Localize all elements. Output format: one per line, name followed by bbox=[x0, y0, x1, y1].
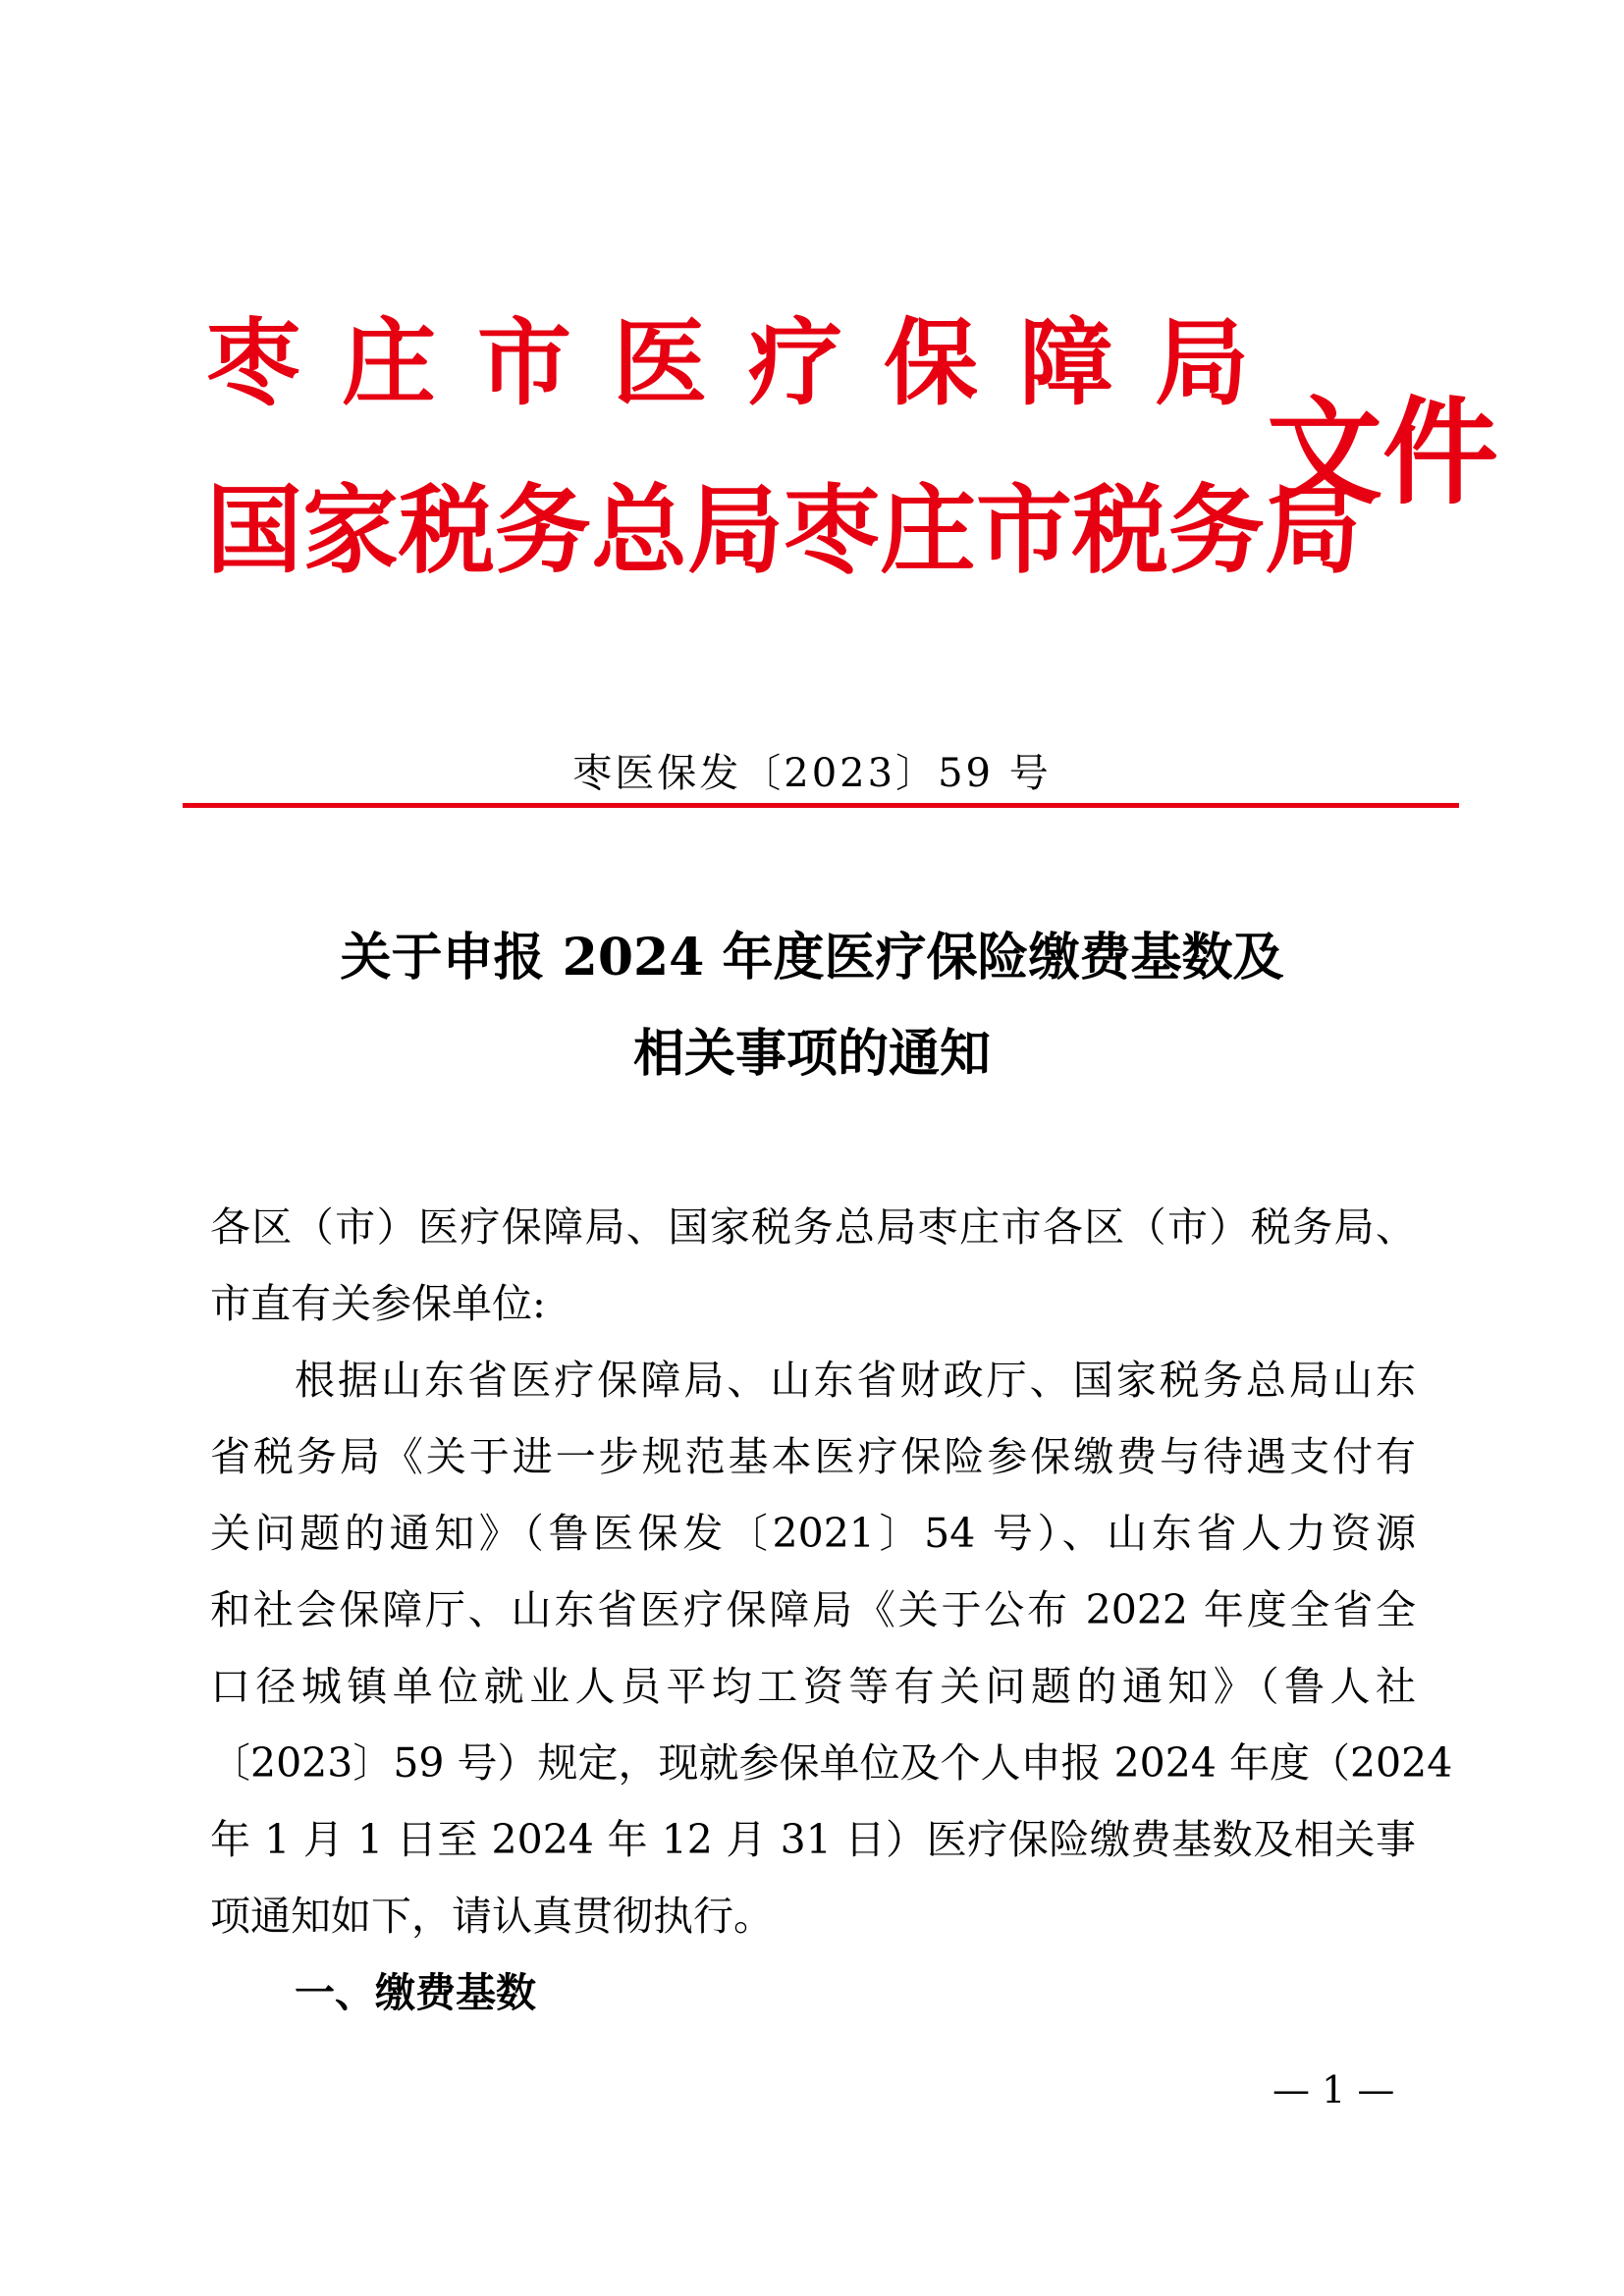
paragraph-line: 年 1 月 1 日至 2024 年 12 月 31 日）医疗保险缴费基数及相关事 bbox=[210, 1816, 1416, 1863]
section-heading: 一、缴费基数 bbox=[295, 1969, 536, 2016]
document-type-label: 文件 bbox=[1267, 384, 1499, 520]
red-separator-rule bbox=[183, 803, 1459, 808]
paragraph-line: 省税务局《关于进一步规范基本医疗保险参保缴费与待遇支付有 bbox=[210, 1433, 1416, 1480]
addressee-line-2: 市直有关参保单位: bbox=[210, 1280, 546, 1327]
paragraph-line: 项通知如下，请认真贯彻执行。 bbox=[210, 1893, 774, 1940]
paragraph-line: 关问题的通知》（鲁医保发〔2021〕54 号）、山东省人力资源 bbox=[210, 1510, 1416, 1557]
document-number: 枣医保发〔2023〕59 号 bbox=[572, 751, 1052, 796]
paragraph-line: 口径城镇单位就业人员平均工资等有关问题的通知》（鲁人社 bbox=[210, 1663, 1416, 1710]
issuer-medical-security-bureau: 枣庄市医疗保障局 bbox=[206, 307, 1290, 418]
paragraph-line: 和社会保障厅、山东省医疗保障局《关于公布 2022 年度全省全 bbox=[210, 1586, 1416, 1633]
addressee-line-1: 各区（市）医疗保障局、国家税务总局枣庄市各区（市）税务局、 bbox=[210, 1203, 1416, 1251]
notice-title-line-2: 相关事项的通知 bbox=[632, 1024, 991, 1084]
paragraph-line: 〔2023〕59 号）规定，现就参保单位及个人申报 2024 年度（2024 bbox=[210, 1739, 1453, 1787]
notice-title-line-1: 关于申报 2024 年度医疗保险缴费基数及 bbox=[340, 928, 1284, 988]
issuer-tax-bureau: 国家税务总局枣庄市税务局 bbox=[206, 474, 1362, 587]
page-number: — 1 — bbox=[1272, 2068, 1395, 2111]
paragraph-line: 根据山东省医疗保障局、山东省财政厅、国家税务总局山东 bbox=[295, 1357, 1416, 1404]
